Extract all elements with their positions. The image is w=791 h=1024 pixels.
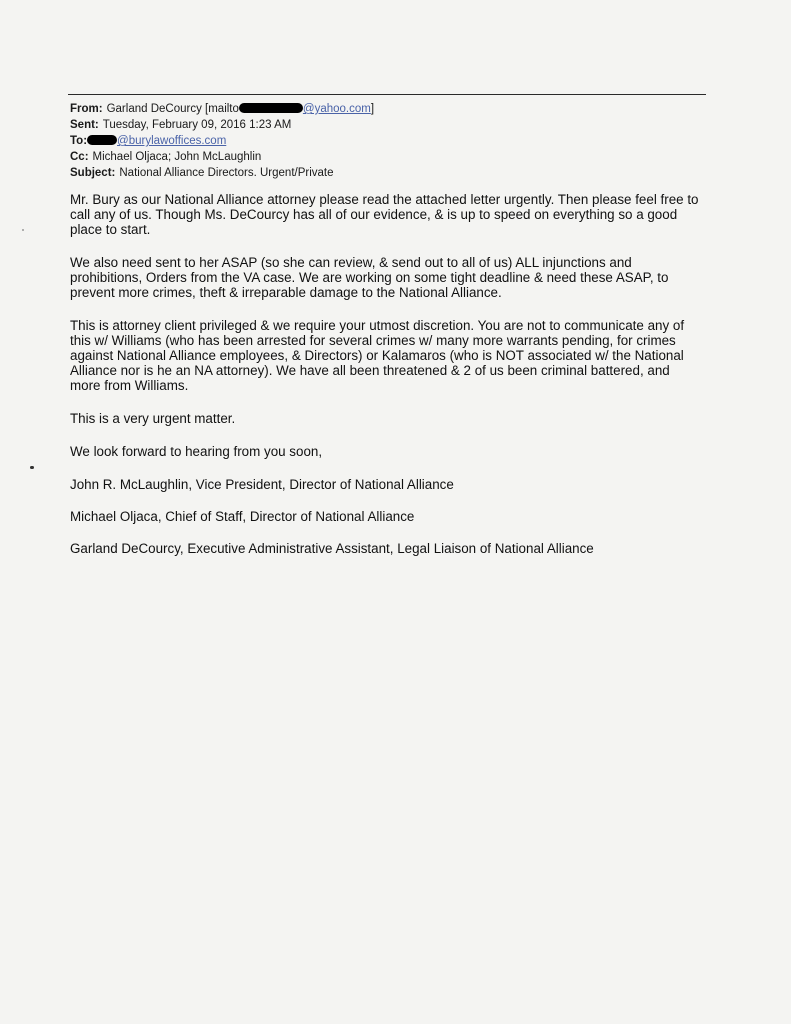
from-line [70, 101, 710, 117]
email-header [70, 101, 710, 181]
sent-label: Sent: [70, 119, 99, 131]
from-name: Garland DeCourcy [mailto [106, 103, 239, 115]
cc-value: Michael Oljaca; John McLaughlin [92, 151, 262, 163]
header-divider [68, 94, 706, 95]
sent-value: Tuesday, February 09, 2016 1:23 AM [102, 119, 292, 131]
to-line [70, 133, 710, 149]
body-paragraph-4: This is a very urgent matter. [70, 411, 236, 426]
from-label: From: [70, 103, 103, 115]
scan-speck [22, 229, 24, 231]
cc-line [70, 149, 710, 165]
subject-line [70, 165, 710, 181]
signature-3: Garland DeCourcy, Executive Administrative Assistant, Legal Liaison of National Alliance [70, 541, 594, 556]
email-body [70, 192, 700, 573]
subject-label: Subject: [70, 167, 116, 179]
body-paragraph-3: This is attorney client privileged & we require your utmost discretion. You are not to communicate any of this w/ Williams (who has been arrested for several crimes w/ many more warrants pending, for crimes against National Alliance employees, & Directors) or Kalamaros (who is NOT associated w/ the National Alliance nor is he an NA attorney). We have all been threatened & 2 of us been criminal battered, and more from Williams. [70, 318, 685, 393]
from-close-bracket: ] [370, 103, 375, 115]
body-paragraph-5: We look forward to hearing from you soon, [70, 444, 323, 459]
cc-label: Cc: [70, 151, 89, 163]
sent-line [70, 117, 710, 133]
to-email-domain[interactable]: @burylawoffices.com [117, 135, 227, 147]
signature-1: John R. McLaughlin, Vice President, Director of National Alliance [70, 477, 454, 492]
body-paragraph-1: Mr. Bury as our National Alliance attorney please read the attached letter urgently. Then please feel free to call any of us. Though Ms. DeCourcy has all of our evidence, & is up to speed on everything so a good place to start. [70, 192, 699, 237]
to-label: To: [70, 135, 88, 147]
from-email-domain[interactable]: @yahoo.com [302, 103, 371, 115]
signature-2: Michael Oljaca, Chief of Staff, Director of National Alliance [70, 509, 415, 524]
redaction-mark [87, 135, 117, 145]
redaction-mark [239, 103, 303, 113]
scan-speck [30, 466, 34, 469]
subject-value: National Alliance Directors. Urgent/Private [119, 167, 334, 179]
body-paragraph-2: We also need sent to her ASAP (so she can review, & send out to all of us) ALL injunctions and prohibitions, Orders from the VA case. We are working on some tight deadline & need these ASAP, to prevent more crimes, theft & irreparable damage to the National Alliance. [70, 255, 669, 300]
